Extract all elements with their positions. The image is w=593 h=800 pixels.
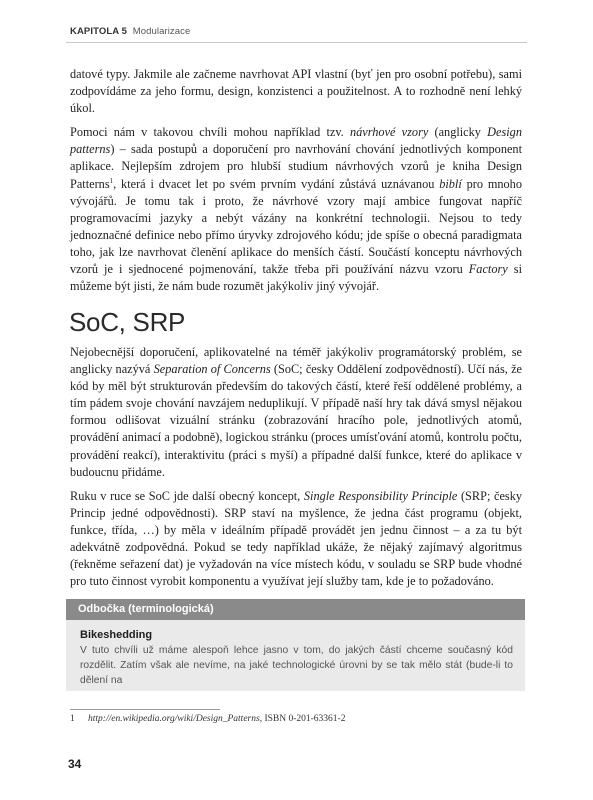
section-paragraph-1	[70, 344, 522, 481]
section-block	[70, 344, 522, 597]
sidebar-subheading: Bikeshedding	[80, 629, 153, 641]
text-run: Nejobecnější doporučení, aplikovatelné na téměř jakýkoliv programátorský problém, se anglicky nazývá	[70, 345, 522, 377]
text-run: (SoC; česky Oddělení zodpovědností). Učí nás, že kód by měl být strukturován především do takových částí, které řeší oddělené problémy, a tím pádem svoje chování navzájem neduplikují. V případě naší hry tak dává smysl nějakou formou odlišovat vizuální stránku (zobrazování hracího pole, jednotlivých atomů, provádění animací a podobně), logickou stránku (proces umísťování atomů, kontrolu počtu, provádění reakcí), interaktivitu (práci s myší) a případné další funkce, které do aplikace v budoucnu přidáme.	[70, 362, 522, 479]
section-heading: SoC, SRP	[69, 307, 186, 337]
text-run: Pomoci nám v takovou chvíli mohou například tzv.	[70, 125, 350, 140]
emphasis-term: biblí	[439, 176, 462, 191]
emphasis-term: Factory	[468, 262, 508, 277]
text-run: (anglicky	[428, 125, 488, 140]
emphasis-term: návrhové vzory	[349, 125, 429, 140]
section-paragraph-2	[70, 488, 522, 591]
text-run: , která i dvacet let po svém prvním vydání zůstává uznávanou	[113, 176, 440, 191]
emphasis-term: Single Responsibility Principle	[303, 488, 458, 503]
footnote-text: , ISBN 0-201-63361-2	[259, 714, 346, 724]
text-run: Ruku v ruce se SoC jde další obecný koncept,	[70, 488, 304, 503]
footnote-number: 1	[70, 714, 75, 724]
sidebar-heading: Odbočka (terminologická)	[66, 599, 525, 620]
intro-block	[70, 66, 522, 302]
text-run: si můžeme být jisti, že nám bude rozumět jakýkoliv jiný vývojář.	[70, 262, 522, 294]
text-run: ) – sada postupů a doporučení pro navrhování chování jednotlivých komponent aplikace. Nejlepším zdrojem pro hlubší studium návrhových vzorů je kniha Design Patterns	[70, 142, 522, 191]
footnote	[70, 714, 345, 724]
running-head	[70, 26, 190, 37]
text-run: pro mnoho vývojářů. Je tomu tak i proto, že návrhové vzory mají ambice fungovat napříč programovacími jazyky a nebýt vázány na konkrétní technologii. Nejsou to tedy jednoznačné definice nebo přímo úryvky zdrojového kódu; jde spíše o obecná paradigmata toho, jak lze navrhovat členění aplikace do menších částí. Součástí konceptu návrhových vzorů je i sjednocené pojmenování, takže třeba při používání názvu vzoru	[70, 176, 522, 277]
header-divider	[66, 42, 527, 43]
chapter-label: KAPITOLA 5	[70, 26, 127, 37]
footnote-link[interactable]: http://en.wikipedia.org/wiki/Design_Patterns	[88, 714, 260, 724]
sidebar-box	[66, 599, 525, 691]
footnote-marker: 1	[109, 176, 114, 185]
intro-paragraph-2	[70, 124, 522, 295]
emphasis-term: Separation of Concerns	[153, 362, 271, 377]
footnote-divider	[70, 709, 220, 710]
text-run: (SRP; česky Princip jedné odpovědnosti). SRP staví na myšlence, že jedna část programu (objekt, funkce, třída, …) by měla v ideálním případě provádět jen jednu činnost – a za tu být adekvátně zodpovědná. Pokud se tedy například ukáže, že nějaký zajímavý algoritmus (řekněme seřazení dat) je vyžadován na více místech kódu, v souladu se SRP bude vhodné pro tuto činnost vyrobit komponentu a využívat její služby tam, kde je to požadováno.	[70, 488, 522, 589]
intro-paragraph-1: datové typy. Jakmile ale začneme navrhovat API vlastní (byť jen pro osobní potřebu), sami zodpovídáme za jeho formu, design, konzistenci a použitelnost. A to rozhodně není lehký úkol.	[70, 67, 522, 116]
sidebar-text: V tuto chvíli už máme alespoň lehce jasno v tom, do jakých částí chceme současný kód rozdělit. Zatím však ale nevíme, na jaké technologické úrovni by se tak mělo stát (bude-li to dělení na	[80, 645, 513, 686]
emphasis-term: Design patterns	[70, 125, 522, 157]
page-number: 34	[68, 757, 82, 771]
chapter-title: Modularizace	[132, 26, 191, 37]
